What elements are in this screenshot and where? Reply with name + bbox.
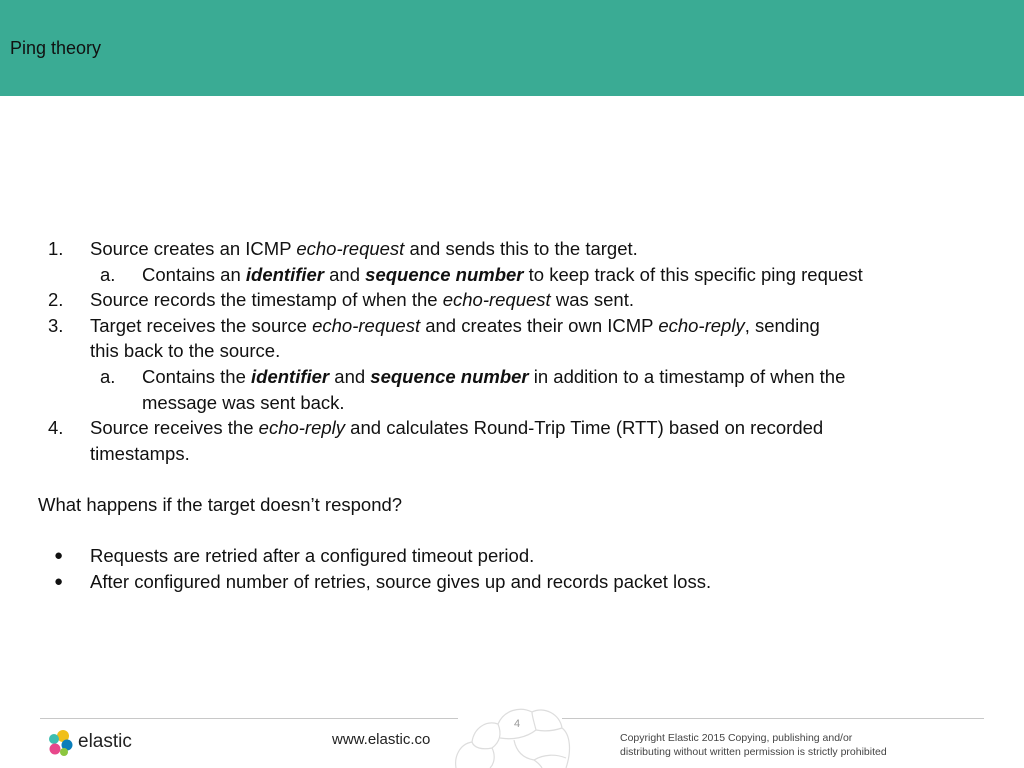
text-segment: and sends this to the target. — [404, 238, 638, 259]
list-number: 1. — [48, 238, 64, 259]
footer-divider-right — [562, 718, 984, 719]
text-segment: to keep track of this specific ping request — [523, 263, 863, 285]
text-segment: was sent. — [550, 289, 634, 311]
logo-wordmark: elastic — [78, 731, 132, 752]
emphasis-text: echo-reply — [258, 417, 346, 439]
footer-divider-left — [40, 718, 458, 719]
text-segment: Target receives the source — [90, 314, 313, 336]
emphasis-text: identifier — [245, 263, 324, 285]
bullet-text: Requests are retried after a configured timeout period. — [90, 545, 535, 567]
list-text — [90, 313, 820, 339]
copyright-line: Copyright Elastic 2015 Copying, publishing and/or — [620, 732, 853, 744]
text-segment: and — [329, 366, 371, 387]
text-segment: , sending — [744, 314, 820, 336]
list-text: timestamps. — [90, 442, 190, 464]
sub-list-letter: a. — [100, 263, 116, 285]
list-text — [90, 415, 823, 441]
text-segment: Contains the — [142, 366, 252, 387]
header-band — [0, 0, 1024, 96]
emphasis-text: identifier — [251, 366, 330, 387]
emphasis-text: echo-request — [442, 289, 551, 311]
text-segment: and creates their own ICMP — [420, 314, 659, 336]
slide-title: Ping theory — [10, 38, 102, 58]
list-text: this back to the source. — [90, 340, 281, 362]
copyright-notice — [620, 731, 920, 759]
list-number: 4. — [48, 417, 64, 439]
bullet-icon: ● — [54, 572, 64, 590]
text-segment: Source receives the — [90, 417, 259, 439]
sub-list-letter: a. — [100, 366, 116, 387]
emphasis-text: echo-request — [296, 238, 405, 259]
text-segment: Source creates an ICMP — [90, 238, 297, 259]
list-number: 3. — [48, 314, 64, 336]
text-segment: and — [324, 263, 366, 285]
footer-url: www.elastic.co — [332, 731, 431, 748]
sub-list-text — [142, 262, 863, 288]
text-segment: and calculates Round-Trip Time (RTT) based on recorded — [345, 417, 824, 439]
question-text: What happens if the target doesn’t respond? — [38, 494, 403, 515]
emphasis-text: echo-request — [312, 314, 421, 336]
list-text — [90, 287, 634, 313]
bullet-icon: ● — [54, 547, 64, 565]
list-text — [90, 236, 638, 262]
text-segment: in addition to a timestamp of when the — [528, 366, 846, 387]
sub-list-text: message was sent back. — [142, 391, 345, 413]
bullet-text: After configured number of retries, source gives up and records packet loss. — [90, 570, 712, 592]
emphasis-text: sequence number — [365, 263, 524, 285]
page-number: 4 — [514, 718, 521, 730]
sub-list-text — [142, 364, 845, 390]
list-number: 2. — [48, 289, 64, 311]
elastic-logo-icon — [46, 729, 74, 757]
emphasis-text: echo-reply — [658, 314, 745, 336]
text-segment: Contains an — [142, 263, 246, 285]
text-segment: Source records the timestamp of when the — [90, 289, 443, 311]
copyright-line: distributing without written permission is strictly prohibited — [620, 746, 887, 758]
page-cloud-icon — [452, 698, 572, 768]
emphasis-text: sequence number — [370, 366, 529, 387]
